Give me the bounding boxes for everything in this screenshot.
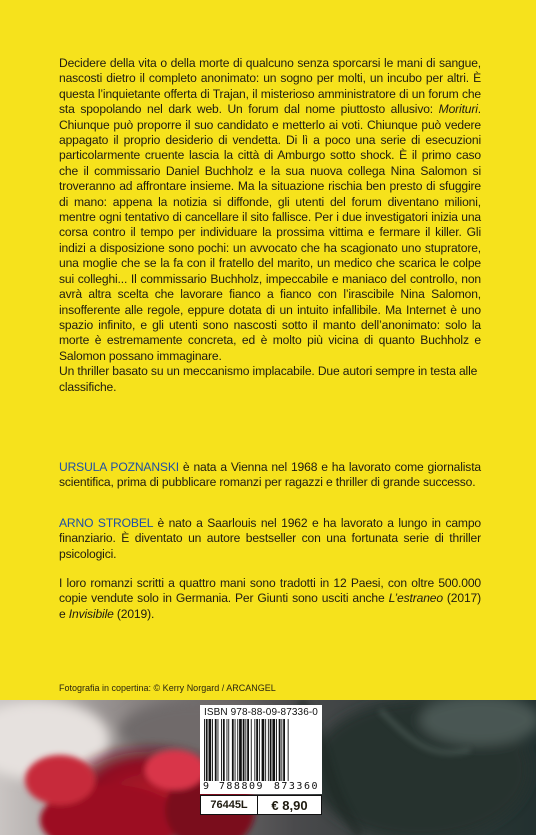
forum-name: Morituri <box>438 102 478 117</box>
barcode-label <box>200 705 322 794</box>
tagline: Un thriller basato su un meccanismo implacabile. Due autori sempre in testa alle classifiche. <box>59 364 478 394</box>
synopsis-text-b: . Chiunque può proporre il suo candidato e metterlo ai voti. Chiunque può vedere appagato il proprio desiderio di vendetta. Di lì a poco una serie di esecuzioni particolarmente cruente lascia la città di Amburgo sotto shock. È il primo caso che il commissario Daniel Buchholz e la sua nuova collega Nina Salomon si troveranno ad affrontare insieme. Ma la situazione rischia ben presto di sfuggire di mano: appena la notizia si diffonde, gli utenti del forum diventano milioni, mentre ogni tentativo di cancellare il sito fallisce. Per i due investigatori inizia una corsa contro il tempo per individuare la prossima vittima e fermare il killer. Gli indizi a disposizione sono pochi: un avvocato che ha scagionato uno stupratore, una moglie che se la fa con il fratello del marito, un medico che scarica le colpe sui colleghi... Il commissario Buchholz, impeccabile e maniaco del controllo, non avrà altra scelta che lavorare fianco a fianco con l’irascibile Nina Salomon, insofferente alle regole, eppure dotata di un intuito infallibile. Ma Internet è uno spazio infinito, e gli utenti sono nascosti sotto il manto dell’anonimato: solo la morte è estremamente concreta, ed è molto più vicina di quanto Buchholz e Salomon possano immaginare. <box>59 102 481 363</box>
product-code: 76445L <box>200 795 258 815</box>
photo-credit: Fotografia in copertina: © Kerry Norgard / ARCANGEL <box>59 683 276 693</box>
price-label <box>200 795 322 815</box>
barcode-digit-first: 9 <box>203 781 210 792</box>
author-bio-2 <box>59 516 481 562</box>
barcode-digits-right: 873360 <box>273 781 319 792</box>
synopsis-paragraph <box>59 56 481 364</box>
author-name: URSULA POZNANSKI <box>59 460 179 474</box>
synopsis <box>59 56 481 395</box>
book-title: L’estraneo <box>388 591 443 606</box>
synopsis-text-a: Decidere della vita o della morte di qualcuno senza sporcarsi le mani di sangue, nascosti dietro il completo anonimato: un sogno per molti, un incubo per altri. È questa l’inquietante offerta di Trajan, il misterioso amministratore di un forum che sta spopolando nel dark web. Un forum dal nome piuttosto allusivo: <box>59 56 481 117</box>
book-title: Invisibile <box>68 606 114 621</box>
barcode-digits-left: 788809 <box>218 781 265 792</box>
barcode-bars <box>203 719 319 781</box>
author-bio-text: è nata a Vienna nel 1968 e ha lavorato come giornalista scientifica, prima di pubblicare romanzi per ragazzi e thriller di grande successo. <box>59 460 481 490</box>
price: € 8,90 <box>258 795 322 815</box>
author-bio-1 <box>59 460 481 491</box>
author-name: ARNO STROBEL <box>59 516 153 530</box>
barcode-digits <box>203 781 319 792</box>
translations-info: I loro romanzi scritti a quattro mani sono tradotti in 12 Paesi, con oltre 500.000 copie vendute solo in Germania. Per Giunti sono usciti anche L’estraneo (2017) e Invisibile (2019). <box>59 576 481 621</box>
isbn-number: ISBN 978-88-09-87336-0 <box>204 707 318 718</box>
author-bio-text: è nato a Saarlouis nel 1962 e ha lavorato a lungo in campo finanziario. È diventato un autore bestseller con una fortunata serie di thriller psicologici. <box>59 516 482 561</box>
